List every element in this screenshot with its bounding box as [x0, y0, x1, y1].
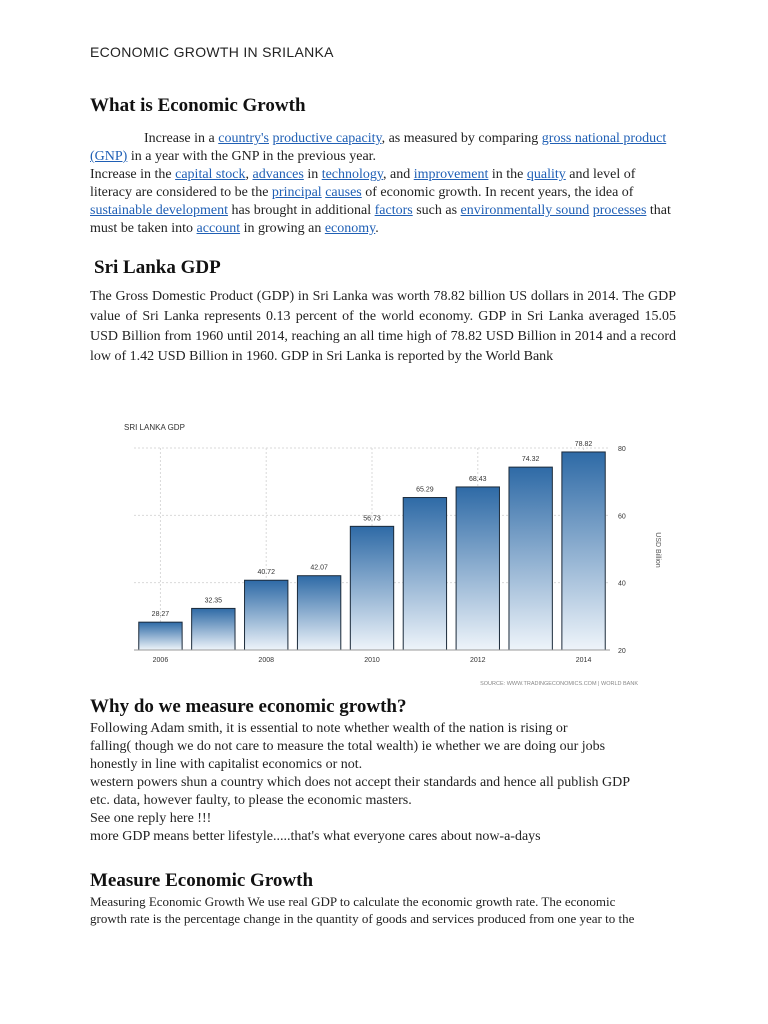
gdp-chart-svg: [90, 410, 680, 690]
paragraph-measure-growth: [90, 893, 690, 927]
y-tick-label: 80: [618, 446, 626, 453]
bar-2009: [297, 576, 340, 650]
link-advances[interactable]: advances: [252, 167, 304, 182]
link-capital-stock[interactable]: capital stock: [175, 167, 246, 182]
x-tick-label: 2014: [575, 657, 592, 664]
y-tick-label: 40: [618, 580, 626, 588]
link-account[interactable]: account: [196, 221, 241, 236]
link-principal[interactable]: principal: [271, 185, 322, 200]
document-header: ECONOMIC GROWTH IN SRILANKA: [90, 44, 334, 60]
bar-2012: [456, 487, 499, 650]
text-line: Measuring Economic Growth We use real GDP to calculate the economic growth rate. The economic: [90, 894, 616, 909]
text-line: Following Adam smith, it is essential to note whether wealth of the nation is rising or: [90, 721, 568, 736]
x-tick-label: 2006: [152, 657, 169, 664]
heading-sri-lanka-gdp: Sri Lanka GDP: [94, 257, 221, 278]
heading-measure-economic-growth: Measure Economic Growth: [90, 870, 314, 891]
link-countrys[interactable]: country's: [218, 131, 269, 146]
bar-value-label: 78.82: [574, 440, 593, 448]
y-axis-label: USD Billion: [654, 532, 661, 568]
text-line: growth rate is the percentage change in the quantity of goods and services produced from one year to the: [90, 911, 635, 926]
link-economy[interactable]: economy: [324, 221, 376, 236]
bar-value-label: 65.29: [416, 486, 434, 494]
text-line: etc. data, however faulty, to please the economic masters.: [90, 793, 412, 808]
bar-2007: [192, 608, 235, 650]
link-productive-capacity[interactable]: productive capacity: [272, 131, 382, 146]
bar-2011: [403, 498, 446, 650]
paragraph-sri-lanka-gdp: The Gross Domestic Product (GDP) in Sri Lanka was worth 78.82 billion US dollars in 2014. The GDP value of Sri Lanka represents 0.13 percent of the world economy. GDP in Sri Lanka averaged 15.05 USD Billion from 1960 until 2014, reaching an all time high of 78.82 USD Billion in 2014 and a record low of 1.42 USD Billion in 1960. GDP in Sri Lanka is reported by the World Bank: [90, 289, 676, 364]
chart-source: SOURCE: WWW.TRADINGECONOMICS.COM | WORLD BANK: [480, 681, 638, 687]
link-environmentally-sound[interactable]: environmentally sound: [460, 203, 590, 218]
y-tick-label: 20: [618, 648, 626, 655]
bar-2013: [509, 467, 552, 650]
text-line: honestly in line with capitalist economics or not.: [90, 757, 363, 772]
text-line: See one reply here !!!: [90, 811, 212, 826]
text-line: western powers shun a country which does not accept their standards and hence all publish GDP: [90, 775, 631, 790]
heading-what-is-economic-growth: What is Economic Growth: [90, 95, 306, 116]
bar-2008: [245, 580, 288, 650]
text-line: more GDP means better lifestyle.....that's what everyone cares about now-a-days: [90, 829, 541, 844]
link-processes[interactable]: processes: [592, 203, 647, 218]
bar-value-label: 74.32: [521, 456, 540, 464]
link-causes[interactable]: causes: [325, 185, 362, 200]
paragraph-definition-gnp: Increase in a country's productive capacity, as measured by comparing gross national product (GNP) in a year with the GNP in the previous year.: [90, 131, 667, 164]
paragraph-why-measure: [90, 720, 690, 846]
link-technology[interactable]: technology: [321, 167, 384, 182]
bar-2006: [139, 622, 182, 650]
x-tick-label: 2008: [258, 657, 275, 664]
bar-value-label: 42.07: [310, 564, 328, 572]
link-improvement[interactable]: improvement: [413, 167, 489, 182]
link-factors[interactable]: factors: [374, 203, 413, 218]
bar-value-label: 56.73: [363, 515, 381, 523]
gdp-chart: [90, 410, 680, 690]
bar-value-label: 40.72: [257, 569, 275, 577]
bar-value-label: 28.27: [151, 611, 170, 619]
link-sustainable-development[interactable]: sustainable development: [90, 203, 229, 218]
heading-why-measure-growth: Why do we measure economic growth?: [90, 696, 407, 717]
text-line: falling( though we do not care to measure the total wealth) ie whether we are doing our jobs: [90, 739, 606, 754]
bar-2010: [350, 526, 393, 650]
bar-value-label: 32.35: [204, 597, 223, 605]
x-tick-label: 2012: [469, 657, 486, 664]
bar-value-label: 68.43: [469, 475, 487, 483]
y-tick-label: 60: [618, 513, 626, 521]
paragraph-growth-causes: Increase in the capital stock, advances in technology, and improvement in the quality and level of literacy are considered to be the principal causes of economic growth. In recent years, the idea of sustainable development has brought in additional factors such as environmentally sound processes that must be taken into account in growing an economy.: [90, 167, 671, 236]
link-gross-national-product[interactable]: gross national product (GNP): [90, 131, 667, 164]
link-quality[interactable]: quality: [526, 167, 566, 182]
chart-title: SRI LANKA GDP: [124, 423, 185, 432]
bar-2014: [562, 452, 605, 650]
x-tick-label: 2010: [364, 657, 380, 664]
